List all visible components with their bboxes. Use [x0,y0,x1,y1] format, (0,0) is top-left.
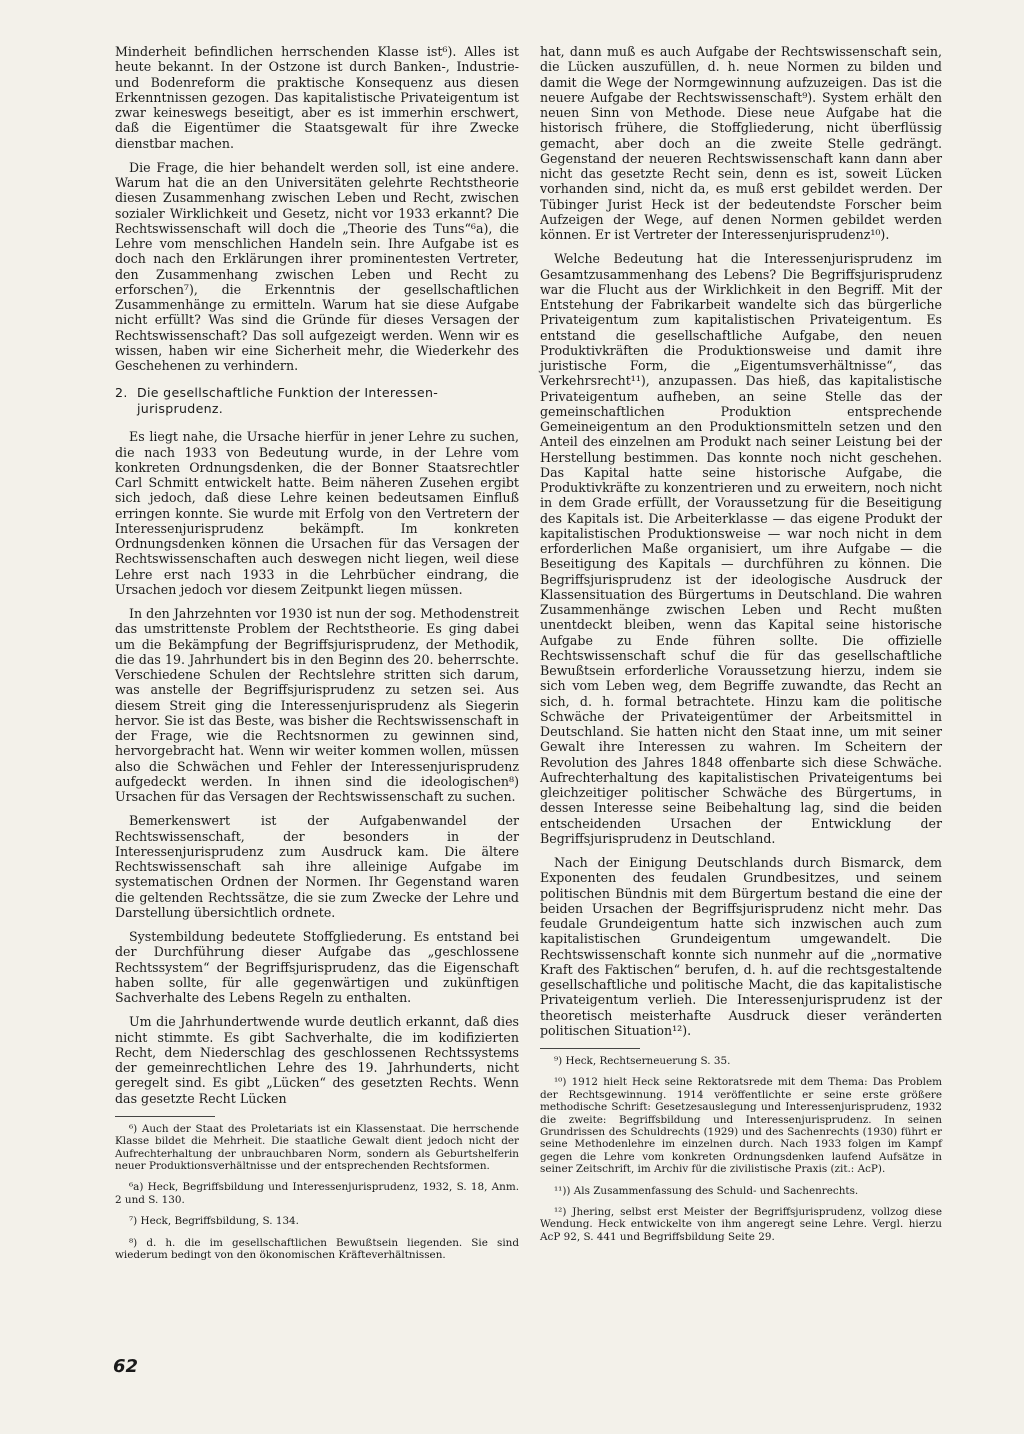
paragraph: Systembildung bedeutete Stoffgliederung. Es entstand bei der Durchführung dieser Aufgabe das „geschlossene Rechtssystem“ der Begriffsjurisprudenz, das die Eigenschaft haben sollte, für alle gegenwärtigen und zukünftigen Sachverhalte des Lebens Regeln zu enthalten. [115,929,519,1005]
paragraph: Nach der Einigung Deutschlands durch Bismarck, dem Exponenten des feudalen Grundbesitzes, und seinem politischen Bündnis mit dem Bürgertum bestand die eine der beiden Ursachen der Begriffsjurisprudenz nicht mehr. Das feudale Grundeigentum hatte sich inzwischen auch zum kapitalistischen Grundeigentum umgewandelt. Die Rechtswissenschaft konnte sich nunmehr auf die „normative Kraft des Faktischen“ berufen, d. h. auf die rechtsgestaltende gesellschaftliche und politische Macht, die das kapitalistische Privateigentum verlieh. Die Interessenjurisprudenz ist der theoretisch meisterhafte Ausdruck dieser veränderten politischen Situation¹²). [540,855,942,1038]
paragraph: Um die Jahrhundertwende wurde deutlich erkannt, daß dies nicht stimmte. Es gibt Sachverhalte, die im kodifizierten Recht, dem Niederschlag des geschlossenen Rechtssystems der gemeinrechtlichen Lehre des 19. Jahrhunderts, nicht geregelt sind. Es gibt „Lücken“ des gesetzten Rechts. Wenn das gesetzte Recht Lücken [115,1014,519,1106]
paragraph: Minderheit befindlichen herrschenden Klasse ist⁶). Alles ist heute bekannt. In der Ostzone ist durch Banken-, Industrie- und Bodenreform die praktische Konsequenz aus diesen Erkenntnissen gezogen. Das kapitalistische Privateigentum ist zwar keineswegs beseitigt, aber es ist immerhin erschwert, daß die Eigentümer die Staatsgewalt für ihre Zwecke dienstbar machen. [115,44,519,151]
page-number: 62 [113,1356,139,1377]
footnote: ⁷) Heck, Begriffsbildung, S. 134. [129,1215,299,1228]
section-title-line2: jurisprudenz. [137,401,224,417]
paragraph: Die Frage, die hier behandelt werden soll, ist eine andere. Warum hat die an den Universitäten gelehrte Rechtstheorie diesen Zusammenhang zwischen Leben und Recht, zwischen sozialer Wirklichkeit und Gesetz, nicht vor 1933 erkannt? Die Rechtswissenschaft will doch die „Theorie des Tuns“⁶a), die Lehre vom menschlichen Handeln sein. Ihre Aufgabe ist es doch nach den Erklärungen ihrer prominentesten Vertreter, den Zusammenhang zwischen Leben und Recht zu erforschen⁷), die Erkenntnis der gesellschaftlichen Zusammenhänge zu ermitteln. Warum hat sie diese Aufgabe nicht erfüllt? Was sind die Gründe für dieses Versagen der Rechtswissenschaft? Das soll aufgezeigt werden. Wenn wir es wissen, haben wir eine Sicherheit mehr, die Wiederkehr des Geschehenen zu verhindern. [115,159,519,373]
footnote: ⁶) Auch der Staat des Proletariats ist ein Klassenstaat. Die herrschende Klasse bildet die Mehrheit. Die staatliche Gewalt dient jedoch nicht der Aufrechterhaltung der unbrauchbaren Norm, sondern als Geburtshelferin neuer Produktionsverhältnisse und der entsprechenden Rechtsformen. [115,1122,519,1172]
footnote-divider [115,1116,215,1117]
section-title-line1: Die gesellschaftliche Funktion der Interessen- [137,385,439,401]
right-column [540,44,942,1252]
paragraph: In den Jahrzehnten vor 1930 ist nun der sog. Methodenstreit das umstrittenste Problem der Rechtstheorie. Es ging dabei um die Bekämpfung der Begriffsjurisprudenz, der Methodik, die das 19. Jahrhundert bis in den Beginn des 20. beherrschte. Verschiedene Schulen der Rechtslehre stritten sich darum, was anstelle der Begriffsjurisprudenz zu setzen sei. Aus diesem Streit ging die Interessenjurisprudenz als Siegerin hervor. Sie ist das Beste, was bisher die Rechtswissenschaft in der Frage, wie die Rechtsnormen zu gewinnen sind, hervorgebracht hat. Wenn wir weiter kommen wollen, müssen also die Schwächen und Fehler der Interessenjurisprudenz aufgedeckt werden. In ihnen sind die ideologischen⁸) Ursachen für das Versagen der Rechtswissenschaft zu suchen. [115,606,519,804]
paragraph: Welche Bedeutung hat die Interessenjurisprudenz im Gesamtzusammenhang des Lebens? Die Begriffsjurisprudenz war die Flucht aus der Wirklichkeit in den Begriff. Mit der Entstehung der Fabrikarbeit wandelte sich das bürgerliche Privateigentum zum kapitalistischen Privateigentum. Es entstand die gesellschaftliche Aufgabe, den neuen Produktivkräften die Produktionsweise und damit ihre juristische Form, die „Eigentumsverhältnisse“, das Verkehrsrecht¹¹), anzupassen. Das hieß, das kapitalistische Privateigentum aufheben, an seine Stelle das der gemeinschaftlichen Produktion entsprechende Gemeineigentum an den Produktionsmitteln setzen und den Anteil des einzelnen am Produkt nach seiner Leistung bei der Herstellung bestimmen. Das konnte noch nicht geschehen. Das Kapital hatte seine historische Aufgabe, die Produktivkräfte zu konzentrieren und zu erweitern, noch nicht in dem Grade erfüllt, der Voraussetzung für die Beseitigung des Kapitals ist. Die Arbeiterklasse — das eigene Produkt der kapitalistischen Produktionsweise — war noch nicht in dem erforderlichen Maße organisiert, um ihre Aufgabe — die Beseitigung des Kapitals — durchführen zu können. Die Begriffsjurisprudenz ist der ideologische Ausdruck der Klassensituation des Bürgertums in Deutschland. Die wahren Zusammenhänge zwischen Leben und Recht mußten unentdeckt bleiben, wenn das Kapital seine historische Aufgabe zu Ende führen sollte. Die offizielle Rechtswissenschaft schuf die für das gesellschaftliche Bewußtsein erforderliche Voraussetzung hierzu, indem sie sich vom Leben weg, dem Begriffe zuwandte, das Recht an sich, d. h. formal betrachtete. Hinzu kam die politische Schwäche der Privateigentümer der Arbeitsmittel in Deutschland. Sie hatten nicht den Staat inne, um mit seiner Gewalt ihre Interessen zu wahren. Im Scheitern der Revolution des Jahres 1848 offenbarte sich diese Schwäche. Aufrechterhaltung des kapitalistischen Privateigentums bei gleichzeitiger politischer Schwäche des Bürgertums, in dessen Interesse seine Beibehaltung lag, sind die beiden entscheidenden Ursachen der Entwicklung der Begriffsjurisprudenz in Deutschland. [540,251,942,846]
paragraph: Bemerkenswert ist der Aufgabenwandel der Rechtswissenschaft, der besonders in der Interessenjurisprudenz zum Ausdruck kam. Die ältere Rechtswissenschaft sah ihre alleinige Aufgabe im systematischen Ordnen der Normen. Ihr Gegenstand waren die geltenden Rechtssätze, die sie zum Zwecke der Lehre und Darstellung übersichtlich ordnete. [115,813,519,920]
footnote: ⁶a) Heck, Begriffsbildung und Interessenjurisprudenz, 1932, S. 18, Anm. 2 und S. 130. [115,1181,519,1206]
section-heading [115,385,519,417]
footnote: ¹²) Jhering, selbst erst Meister der Begriffsjurisprudenz, vollzog diese Wendung. Heck entwickelte von ihm angeregt seine Lehre. Vergl. hierzu AcP 92, S. 441 und Begriffsbildung Seite 29. [540,1206,942,1243]
footnote: ¹¹)) Als Zusammenfassung des Schuld- und Sachenrechts. [554,1184,859,1197]
paragraph: Es liegt nahe, die Ursache hierfür in jener Lehre zu suchen, die nach 1933 von Bedeutung wurde, in der Lehre vom konkreten Ordnungsdenken, die der Bonner Staatsrechtler Carl Schmitt entwickelt hatte. Beim näheren Zusehen ergibt sich jedoch, daß diese Lehre keinen bedeutsamen Einfluß erringen konnte. Sie wurde mit Erfolg von den Vertretern der Interessenjurisprudenz bekämpft. Im konkreten Ordnungsdenken können die Ursachen für das Versagen der Rechtswissenschaften auch deswegen nicht liegen, weil diese Lehre erst nach 1933 in die Lehrbücher eindrang, die Ursachen jedoch vor diesem Zeitpunkt liegen müssen. [115,429,519,597]
section-number: 2. [115,385,128,401]
footnote: ⁸) d. h. die im gesellschaftlichen Bewußtsein liegenden. Sie sind wiederum bedingt von den ökonomischen Kräfteverhältnissen. [115,1236,519,1261]
footnote: ⁹) Heck, Rechtserneuerung S. 35. [554,1055,731,1067]
left-column [115,44,519,1270]
footnote: ¹⁰) 1912 hielt Heck seine Rektoratsrede mit dem Thema: Das Problem der Rechtsgewinnung. 1914 veröffentlichte er seine erste größere methodische Schrift: Gesetzesauslegung und Interessenjurisprudenz, 1932 die zweite: Begriffsbildung und Interessenjurisprudenz. In seinen Grundrissen des Schuldrechts (1929) und des Sachenrechts (1930) führt er seine Methodenlehre im einzelnen durch. Nach 1933 folgen im Kampf gegen die Lehre vom konkreten Ordnungsdenken laufend Aufsätze in seiner Zeitschrift, im Archiv für die zivilistische Praxis (zit.: AcP). [540,1076,942,1176]
paragraph: hat, dann muß es auch Aufgabe der Rechtswissenschaft sein, die Lücken auszufüllen, d. h. neue Normen zu bilden und damit die Wege der Normgewinnung aufzuzeigen. Das ist die neuere Aufgabe der Rechtswissenschaft⁹). System erhält den neuen Sinn von Methode. Diese neue Aufgabe hat die historisch frühere, die Stoffgliederung, nicht überflüssig gemacht, aber doch an die zweite Stelle gedrängt. Gegenstand der neueren Rechtswissenschaft kann dann aber nicht das gesetzte Recht sein, denn es ist, soweit Lücken vorhanden sind, nicht da, es muß erst gebildet werden. Der Tübinger Jurist Heck ist der bedeutendste Forscher beim Aufzeigen der Wege, auf denen Normen gebildet werden können. Er ist Vertreter der Interessenjurisprudenz¹⁰). [540,44,942,242]
footnote-divider [540,1048,640,1049]
